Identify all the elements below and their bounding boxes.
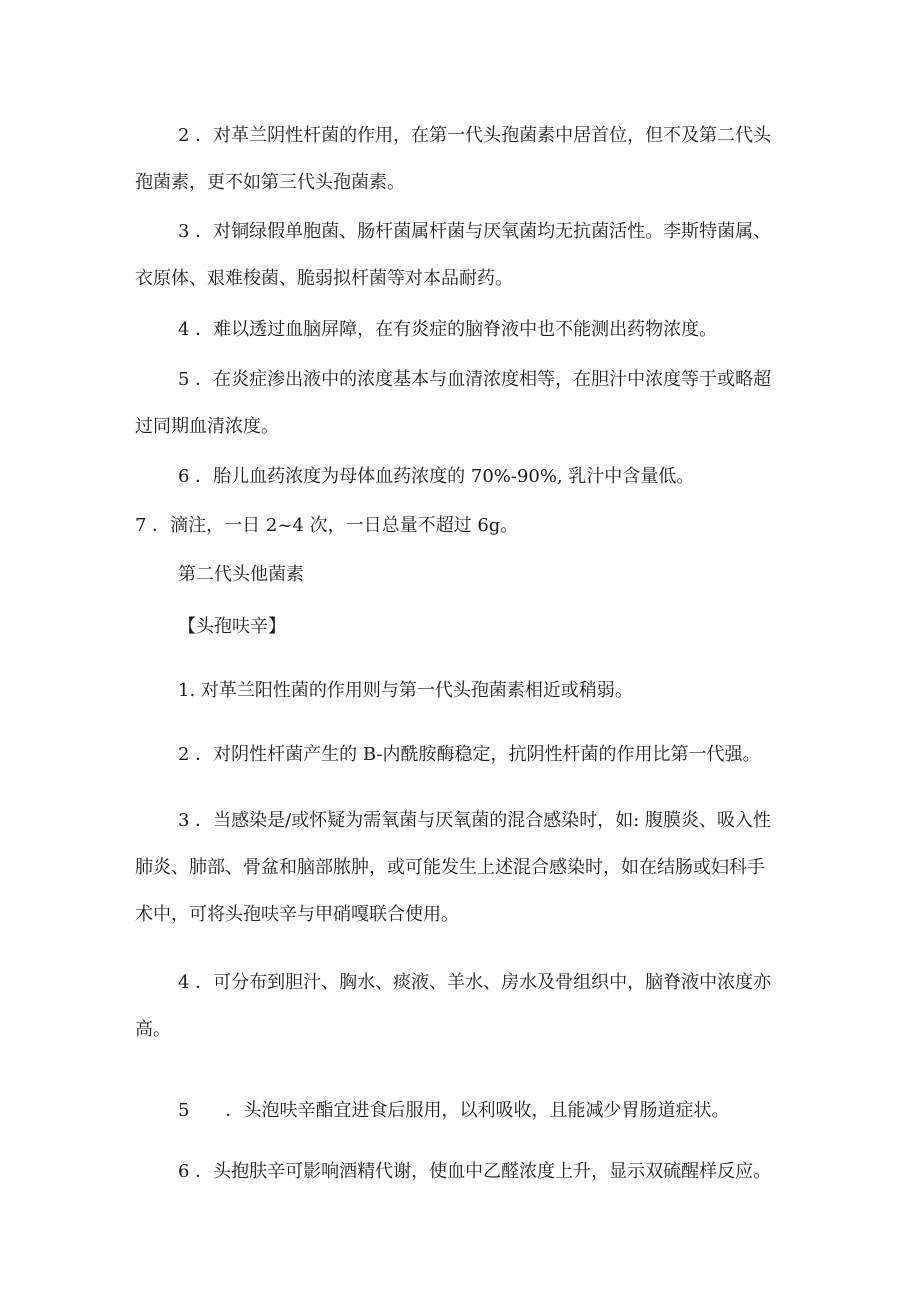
paragraph-item-7 [135,502,795,549]
paragraph-line: 4 ．难以透过血脑屏障，在有炎症的脑脊液中也不能测出药物浓度。 [178,319,718,340]
paragraph-item-5b [135,1087,795,1134]
paragraph-item-3 [135,208,795,302]
paragraph-line: 6 ．胎儿血药浓度为母体血药浓度的 70%-90%, 乳汁中含量低。 [178,466,695,487]
paragraph-line: 6 ．头抱肤辛可影响酒精代谢，使血中乙醛浓度上升，显示双硫醒样反应。 [178,1161,772,1182]
paragraph-line: 1. 对革兰阳性菌的作用则与第一代头孢菌素相近或稍弱。 [178,680,633,701]
paragraph-line: 5 ．在炎症渗出液中的浓度基本与血清浓度相等，在胆汁中浓度等于或略超 [178,369,772,390]
paragraph-line: 5 ．头泡呋辛酯宜进食后服用，以利吸收，且能减少胃肠道症状。 [178,1100,730,1121]
paragraph-item-1 [135,667,795,714]
paragraph-item-6b [135,1148,795,1195]
paragraph-line: 3 ．对铜绿假单胞菌、肠杆菌属杆菌与厌氧菌均无抗菌活性。李斯特菌属、 [178,221,772,242]
paragraph-line: 过同期血清浓度。 [135,416,279,437]
paragraph-line: 第二代头他菌素 [178,564,304,585]
section-heading [135,551,795,598]
paragraph-line: 4 ．可分布到胆汁、胸水、痰液、羊水、房水及骨组织中，脑脊液中浓度亦 [178,972,772,993]
paragraph-line: 衣原体、艰难梭菌、脆弱拟杆菌等对本品耐药。 [135,268,513,289]
paragraph-line: 【头孢呋辛】 [178,616,286,637]
paragraph-item-4 [135,306,795,353]
paragraph-line: 孢菌素，更不如第三代头孢菌素。 [135,172,405,193]
drug-heading [135,603,795,650]
paragraph-line: 2 ．对阴性杆菌产生的 B-内酰胺酶稳定，抗阴性杆菌的作用比第一代强。 [178,744,761,765]
paragraph-line: 7 ．滴注，一日 2~4 次，一日总量不超过 6g。 [135,515,519,536]
paragraph-item-6 [135,453,795,500]
paragraph-item-2b [135,731,795,778]
paragraph-item-5 [135,356,795,450]
paragraph-line: 3 ．当感染是/或怀疑为需氧菌与厌氧菌的混合感染时，如: 腹膜炎、吸入性 [178,810,772,831]
paragraph-line: 术中，可将头孢呋辛与甲硝嘎联合使用。 [135,904,459,925]
paragraph-line: 2 ．对革兰阴性杆菌的作用，在第一代头孢菌素中居首位，但不及第二代头 [178,125,772,146]
paragraph-item-4b [135,959,795,1053]
paragraph-item-3b [135,797,795,938]
paragraph-line: 高。 [135,1019,171,1040]
paragraph-line: 肺炎、肺部、骨盆和脑部脓肿，或可能发生上述混合感染时，如在结肠或妇科手 [135,857,765,878]
paragraph-item-2 [135,112,795,206]
